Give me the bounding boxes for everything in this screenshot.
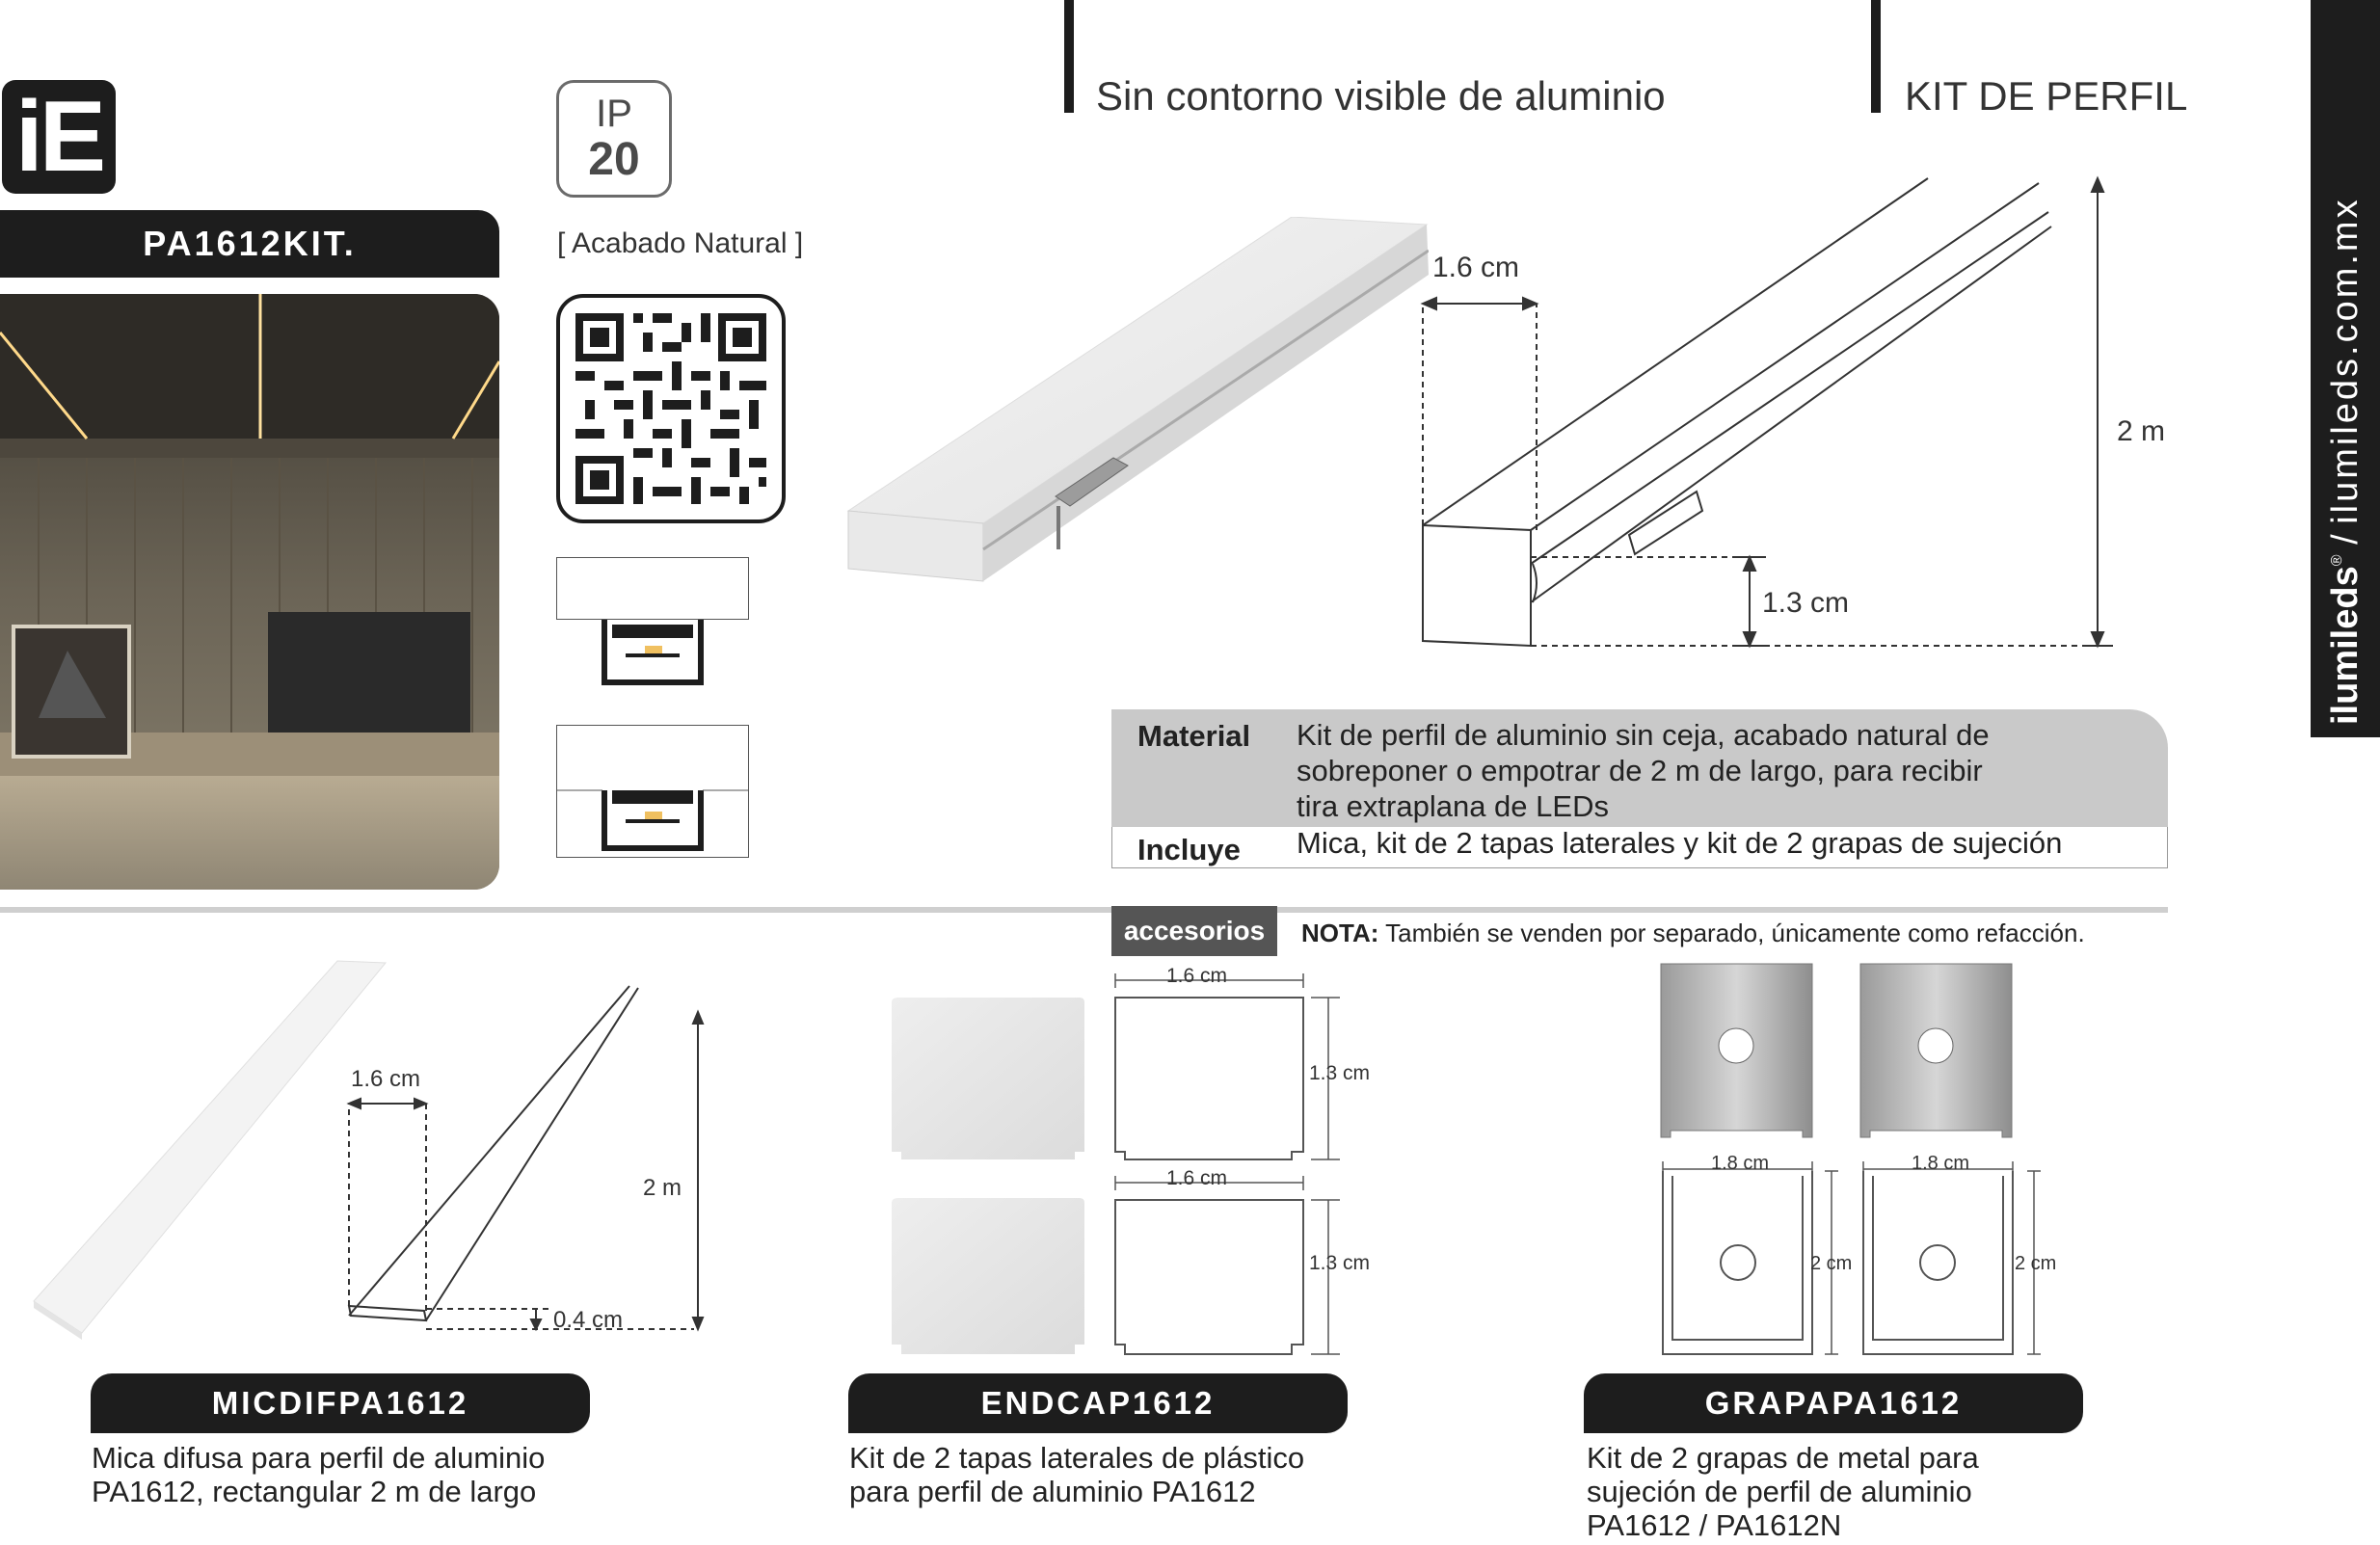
- clip-desc-line-1: Kit de 2 grapas de metal para: [1587, 1441, 1979, 1475]
- mica-drawing: [29, 949, 723, 1354]
- material-line-1: Kit de perfil de aluminio sin ceja, acabado natural de: [1297, 718, 1990, 752]
- dim-height-label: 1.3 cm: [1762, 587, 1850, 619]
- incluye-label: Incluye: [1137, 833, 1241, 866]
- clip-dim-width-1: 1.8 cm: [1711, 1153, 1770, 1174]
- endcap-dim-width-1: 1.6 cm: [1166, 965, 1228, 987]
- accessory-code-tab-mica: [91, 1373, 590, 1433]
- accessory-code-tab-endcap: [848, 1373, 1348, 1433]
- mica-description: [92, 1441, 545, 1508]
- svg-text:ilumileds® / ilumileds.com.m: [2325, 197, 2366, 725]
- mica-code: MICDIFPA1612: [211, 1385, 469, 1421]
- finish-label: [ Acabado Natural ]: [557, 227, 804, 259]
- section-divider: [0, 907, 2168, 913]
- profile-render: [839, 217, 1429, 641]
- model-code: PA1612KIT.: [143, 224, 357, 263]
- endcap-code: ENDCAP1612: [980, 1385, 1216, 1421]
- material-line-3: tira extraplana de LEDs: [1297, 789, 1609, 823]
- side-registered-mark: ®: [2329, 554, 2345, 567]
- side-brand-name: ilumileds: [2325, 566, 2366, 725]
- clip-description: [1587, 1441, 1979, 1542]
- accessory-code-tab-clip: [1584, 1373, 2083, 1433]
- profile-dimension-drawing: [1417, 159, 2179, 660]
- mica-desc-line-2: PA1612, rectangular 2 m de largo: [92, 1475, 537, 1508]
- profile-section-overlay: [556, 557, 749, 687]
- side-separator: /: [2325, 523, 2366, 555]
- clip-dim-height-2: 2 cm: [2015, 1253, 2057, 1274]
- header-divider-left: [1064, 0, 1074, 113]
- header-subtitle: Sin contorno visible de aluminio: [1096, 73, 1666, 119]
- clip-desc-line-3: PA1612 / PA1612N: [1587, 1508, 1842, 1542]
- model-tab: [0, 210, 499, 278]
- note-bold: NOTA:: [1301, 919, 1379, 947]
- clip-desc-line-2: sujeción de perfil de aluminio: [1587, 1475, 1972, 1508]
- endcap-desc-line-1: Kit de 2 tapas laterales de plástico: [849, 1441, 1305, 1475]
- spec-table: [1111, 709, 2168, 868]
- room-photo: [0, 294, 499, 890]
- endcap-dim-height-2: 1.3 cm: [1309, 1252, 1371, 1274]
- endcap-drawing: [887, 959, 1388, 1359]
- header-divider-right: [1871, 0, 1881, 113]
- qr-code[interactable]: [556, 294, 786, 523]
- clip-code: GRAPAPA1612: [1704, 1385, 1963, 1421]
- incluye-text: Mica, kit de 2 tapas laterales y kit de 2 grapas de sujeción: [1297, 826, 2063, 860]
- profile-section-recessed: [556, 725, 749, 858]
- material-line-2: sobreponer o empotrar de 2 m de largo, para recibir: [1297, 754, 1983, 787]
- clip-drawing: [1653, 959, 2077, 1364]
- endcap-desc-line-2: para perfil de aluminio PA1612: [849, 1475, 1256, 1508]
- ip-label: IP: [596, 93, 632, 135]
- endcap-dim-height-1: 1.3 cm: [1309, 1062, 1371, 1084]
- endcap-description: [849, 1441, 1304, 1508]
- accessories-tab: accesorios: [1111, 906, 1277, 956]
- dim-width-label: 1.6 cm: [1432, 252, 1520, 283]
- ip-rating-badge: [556, 80, 672, 198]
- header-title: KIT DE PERFIL: [1905, 73, 2188, 119]
- side-website[interactable]: ilumileds.com.mx: [2325, 197, 2366, 524]
- mica-dim-length: 2 m: [642, 1175, 682, 1201]
- clip-dim-height-1: 2 cm: [1810, 1253, 1853, 1274]
- note-text: También se venden por separado, únicamente como refacción.: [1378, 919, 2085, 947]
- endcap-dim-width-2: 1.6 cm: [1166, 1167, 1228, 1189]
- material-text: [1297, 717, 1990, 824]
- dim-length-label: 2 m: [2117, 415, 2166, 447]
- ip-value: 20: [588, 134, 640, 185]
- side-brand-bar: [2311, 0, 2380, 737]
- accessories-note: [1301, 919, 2085, 948]
- brand-logo: iE: [2, 80, 116, 194]
- material-label: Material: [1137, 719, 1251, 753]
- mica-dim-width: 1.6 cm: [351, 1066, 421, 1092]
- mica-dim-thickness: 0.4 cm: [553, 1307, 624, 1333]
- mica-desc-line-1: Mica difusa para perfil de aluminio: [92, 1441, 546, 1475]
- clip-dim-width-2: 1.8 cm: [1912, 1153, 1970, 1174]
